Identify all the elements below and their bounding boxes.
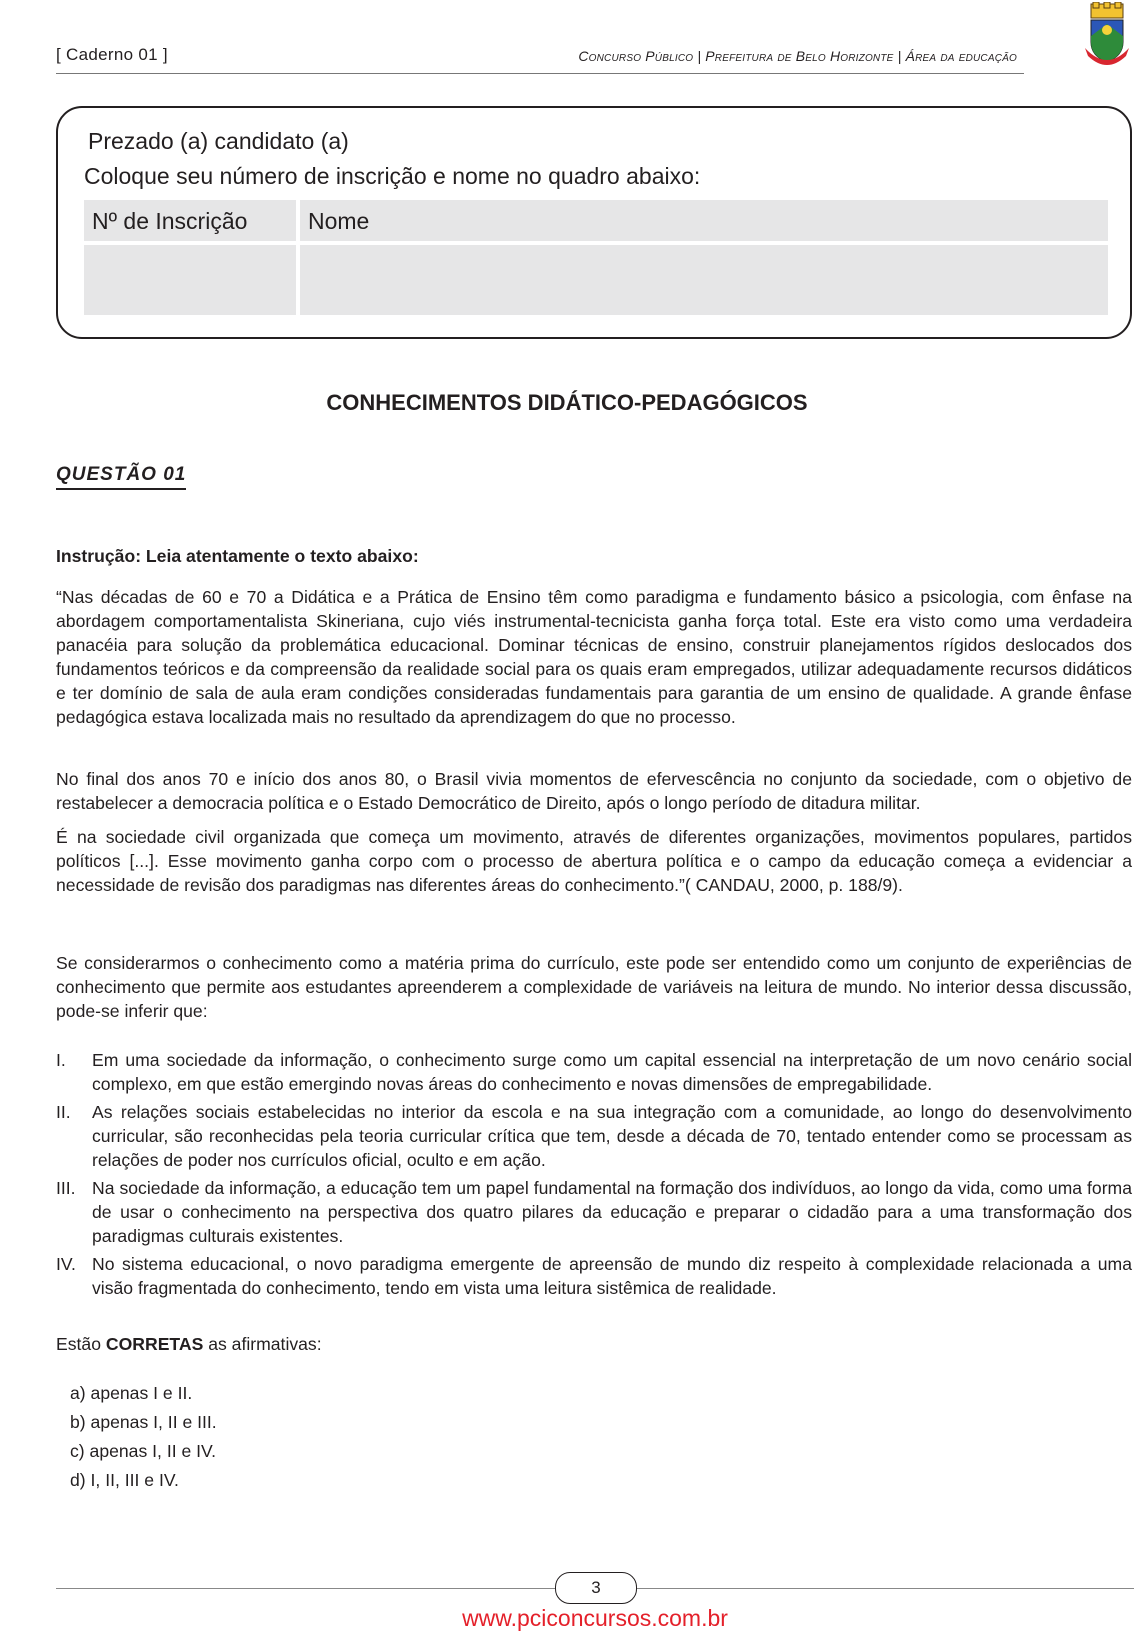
page-number: 3 <box>555 1572 637 1604</box>
box-instruction: Coloque seu número de inscrição e nome no quadro abaixo: <box>84 163 701 189</box>
prompt-end: as afirmativas: <box>203 1334 322 1354</box>
prompt-emphasis: CORRETAS <box>105 1334 204 1354</box>
question-prompt <box>56 1334 322 1355</box>
candidate-info-box <box>56 106 1132 339</box>
paragraph: É na sociedade civil organizada que começa um movimento, através de diferentes organizações, movimentos populares, partidos políticos [...]. Esse movimento ganha corpo com o processo de abertura política e o campo da educação começa a evidenciar a necessidade de revisão dos paradigmas nas diferentes áreas do conhecimento.”( CANDAU, 2000, p. 188/9). <box>56 827 1132 895</box>
item-text: Na sociedade da informação, a educação tem um papel fundamental na formação dos indivíduos, ao longo da vida, como uma forma de usar o conhecimento na perspectiva dos quatro pilares da educação e preparar o cidadão para a uma transformação dos paradigmas culturais existentes. <box>92 1178 1132 1246</box>
site-link[interactable]: www.pciconcursos.com.br <box>462 1605 728 1631</box>
option-a[interactable]: a) apenas I e II. <box>70 1383 193 1403</box>
item-number: I. <box>56 1050 66 1070</box>
list-item <box>56 1252 1132 1300</box>
item-number: III. <box>56 1178 76 1198</box>
paragraph: No final dos anos 70 e início dos anos 80, o Brasil vivia momentos de efervescência no conjunto da sociedade, com o objetivo de restabelecer a democracia política e o Estado Democrático de Direito, após o longo período de ditadura militar. <box>56 769 1132 813</box>
prompt-start: Estão <box>56 1334 106 1354</box>
name-label: Nome <box>300 200 1108 241</box>
registration-field[interactable] <box>84 245 296 315</box>
option-d[interactable]: d) I, II, III e IV. <box>70 1470 179 1490</box>
option-c[interactable]: c) apenas I, II e IV. <box>70 1441 217 1461</box>
salutation: Prezado (a) candidato (a) <box>88 128 349 154</box>
booklet-label: [ Caderno 01 ] <box>56 45 168 64</box>
list-item <box>56 1100 1132 1172</box>
coat-of-arms-icon <box>1082 2 1132 68</box>
question-title: QUESTÃO 01 <box>56 464 186 490</box>
exam-title: Concurso Público | Prefeitura de Belo Horizonte | Área da educação <box>578 48 1017 64</box>
section-title: CONHECIMENTOS DIDÁTICO-PEDAGÓGICOS <box>326 390 808 415</box>
paragraph: Se considerarmos o conhecimento como a matéria prima do currículo, este pode ser entendido como um conjunto de experiências de conhecimento que permite aos estudantes apreenderem a complexidade de variáveis na leitura de mundo. No interior dessa discussão, pode-se inferir que: <box>56 953 1132 1021</box>
reading-instruction: Instrução: Leia atentamente o texto abaixo: <box>56 546 419 566</box>
statement-list <box>56 1048 1132 1304</box>
item-number: IV. <box>56 1254 76 1274</box>
list-item <box>56 1176 1132 1248</box>
item-number: II. <box>56 1102 71 1122</box>
option-b[interactable]: b) apenas I, II e III. <box>70 1412 217 1432</box>
name-field[interactable] <box>300 245 1108 315</box>
item-text: Em uma sociedade da informação, o conhecimento surge como um capital essencial na interpretação de um novo cenário social complexo, em que estão emergindo novas áreas do conhecimento e novas dimensões de empregabilidade. <box>92 1050 1132 1094</box>
registration-label: Nº de Inscrição <box>84 200 296 241</box>
item-text: No sistema educacional, o novo paradigma emergente de apreensão de mundo diz respeito à complexidade relacionada a uma visão fragmentada do conhecimento, tendo em vista uma leitura sistêmica de realidade. <box>92 1254 1132 1298</box>
header-divider <box>56 73 1024 74</box>
paragraph: “Nas décadas de 60 e 70 a Didática e a Prática de Ensino têm como paradigma e fundamento básico a psicologia, com ênfase na abordagem comportamentalista Skineriana, cujo viés instrumental-tecnicista ganha força total. Este era visto como uma verdadeira panacéia para solução da problemática educacional. Dominar técnicas de ensino, construir planejamentos rígidos deslocados dos fundamentos teóricos e da compreensão da realidade social para os quais eram empregados, utilizar adequadamente recursos didáticos e ter domínio de sala de aula eram condições consideradas fundamentais para garantia de um ensino de qualidade. A grande ênfase pedagógica estava localizada mais no resultado da aprendizagem do que no processo. <box>56 587 1132 727</box>
list-item <box>56 1048 1132 1096</box>
item-text: As relações sociais estabelecidas no interior da escola e na sua integração com a comunidade, ao longo do desenvolvimento curricular, são reconhecidas pela teoria curricular crítica que tem, desde a década de 70, tentado entender como se processam as relações de poder nos currículos oficial, oculto e em ação. <box>92 1102 1132 1170</box>
answer-options <box>70 1379 217 1495</box>
